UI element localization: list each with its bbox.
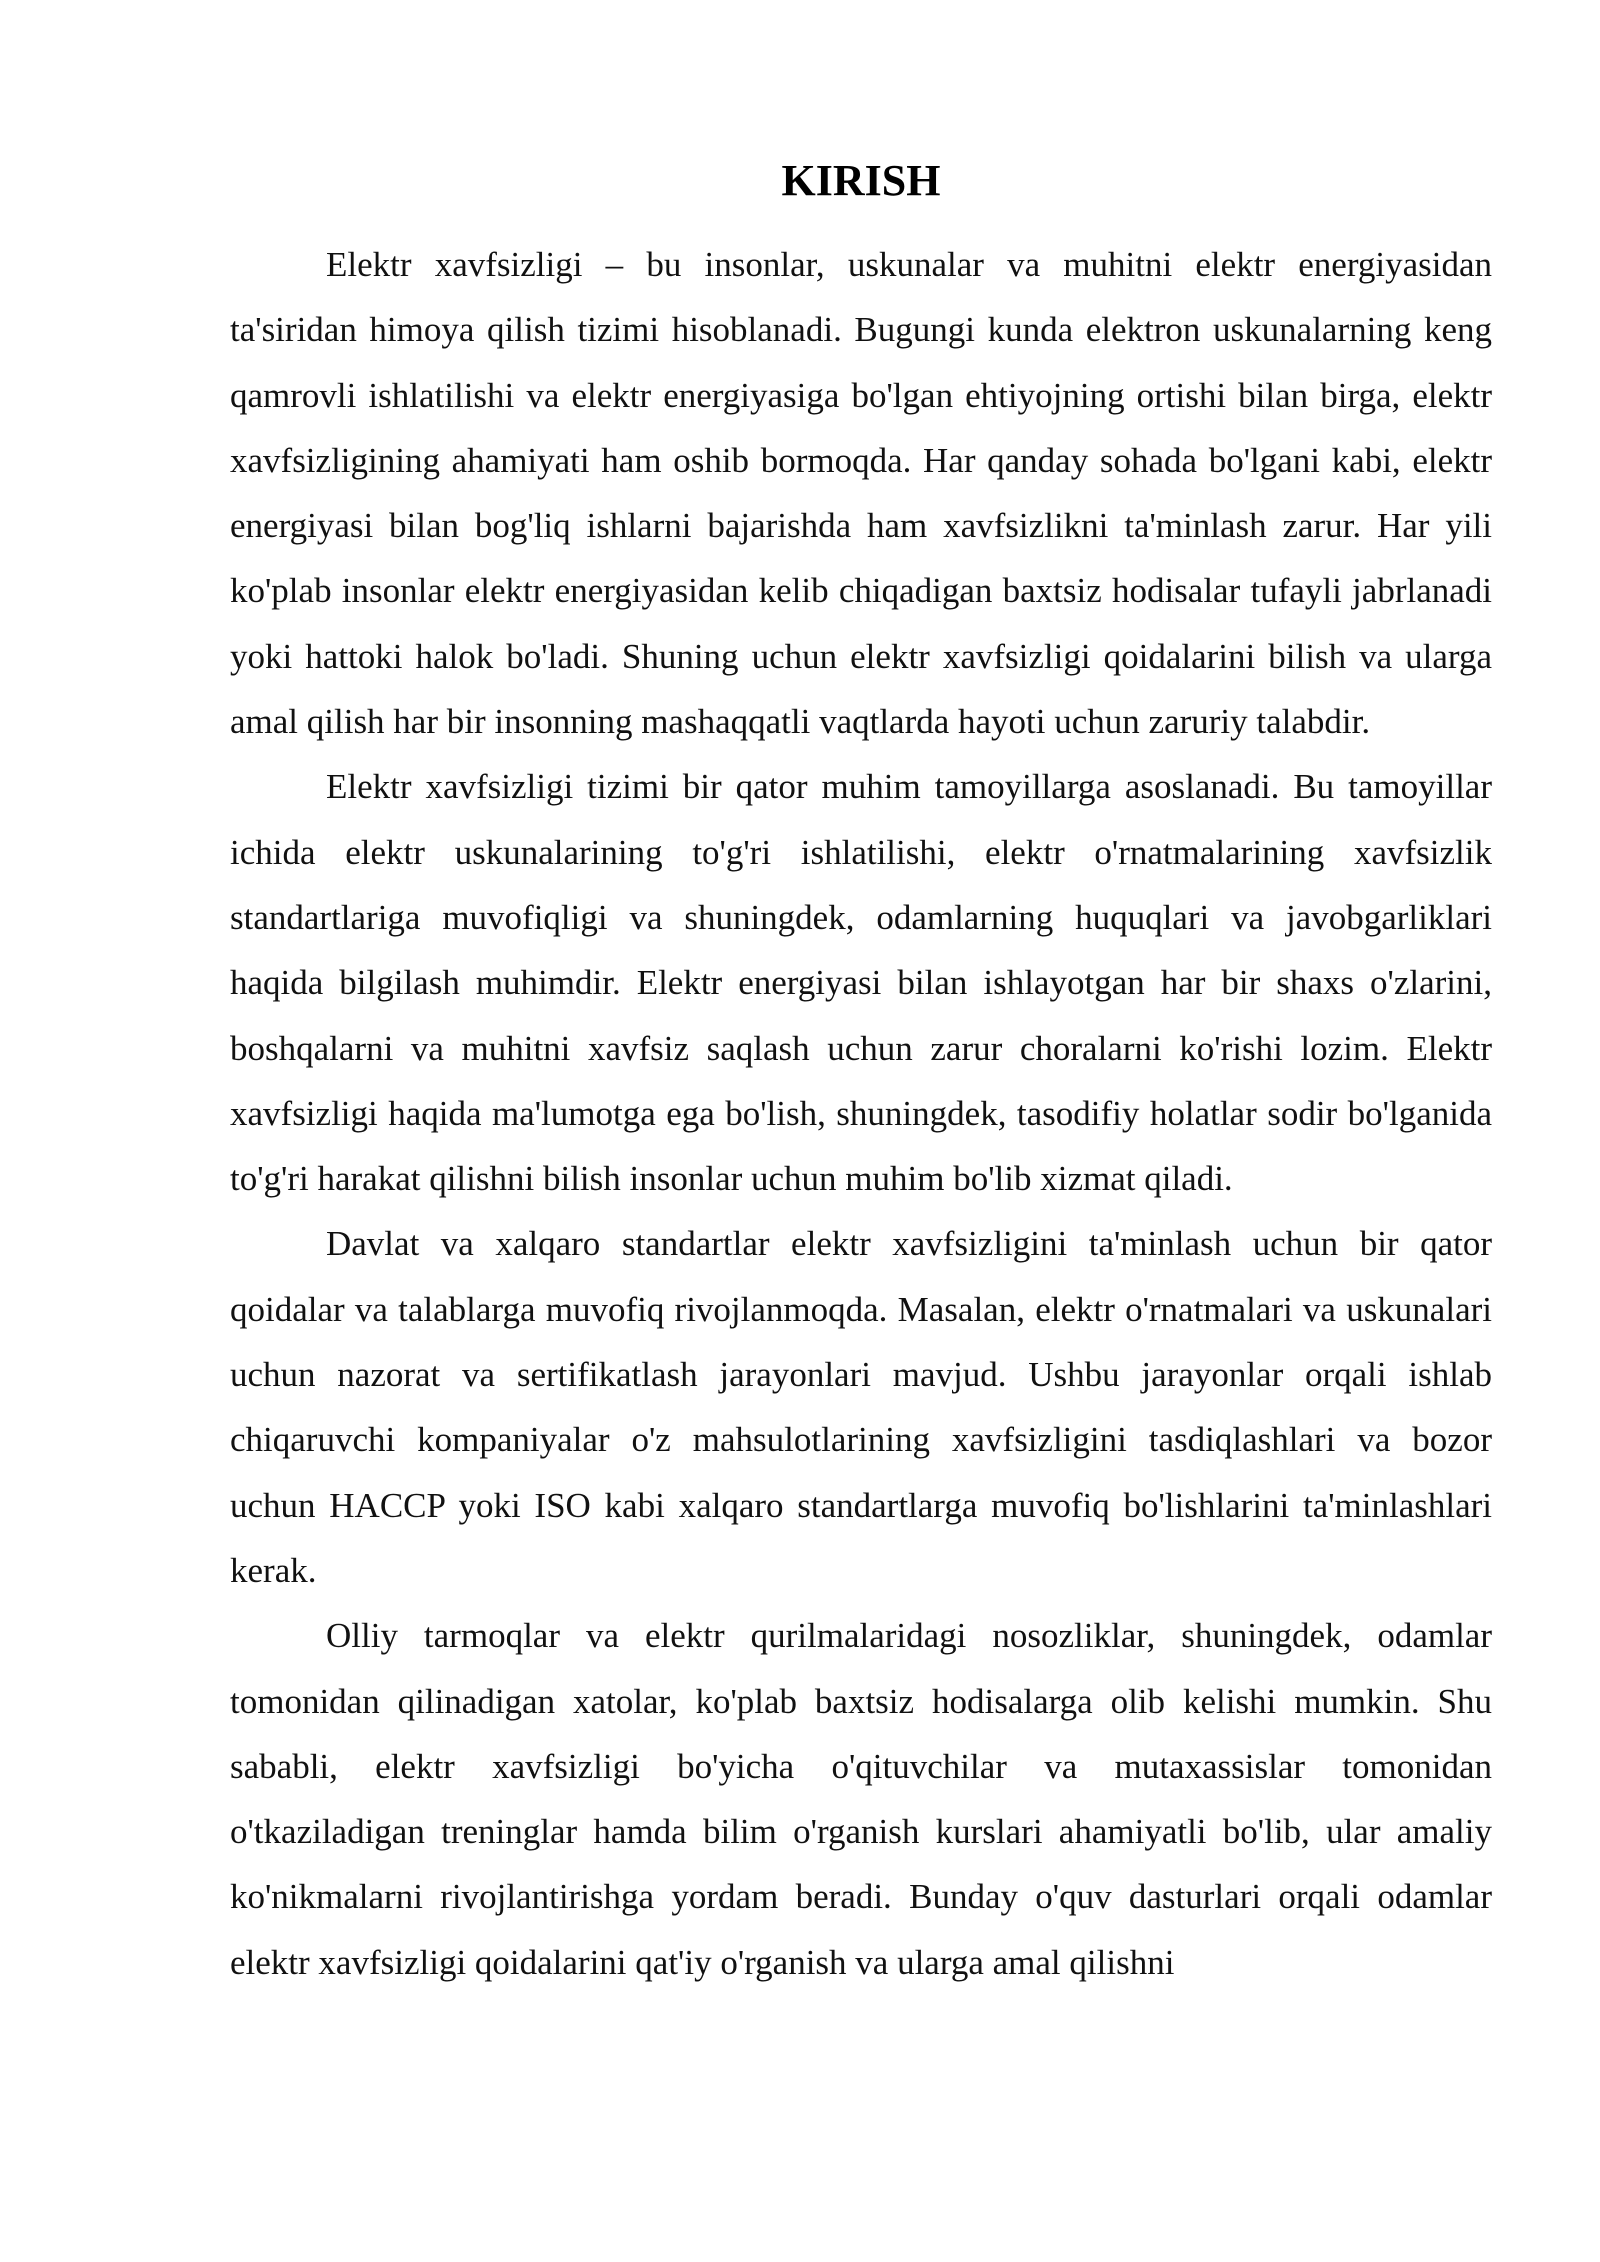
paragraph-2: Elektr xavfsizligi tizimi bir qator muhim tamoyillarga asoslanadi. Bu tamoyillar ichida elektr uskunalarining to'g'ri ishlatilishi, elektr o'rnatmalarining xavfsizlik standartlariga muvofiqligi va shuningdek, odamlarning huquqlari va javobgarliklari haqida bilgilash muhimdir. Elektr energiyasi bilan ishlayotgan har bir shaxs o'zlarini, boshqalarni va muhitni xavfsiz saqlash uchun zarur choralarni ko'rishi lozim. Elektr xavfsizligi haqida ma'lumotga ega bo'lish, shuningdek, tasodifiy holatlar sodir bo'lganida to'g'ri harakat qilishni bilish insonlar uchun muhim bo'lib xizmat qiladi. bbox=[230, 767, 1492, 1199]
document-body bbox=[230, 232, 1492, 1995]
paragraph-3: Davlat va xalqaro standartlar elektr xavfsizligini ta'minlash uchun bir qator qoidalar va talablarga muvofiq rivojlanmoqda. Masalan, elektr o'rnatmalari va uskunalari uchun nazorat va sertifikatlash jarayonlari mavjud. Ushbu jarayonlar orqali ishlab chiqaruvchi kompaniyalar o'z mahsulotlarining xavfsizligini tasdiqlashlari va bozor uchun HACCP yoki ISO kabi xalqaro standartlarga muvofiq bo'lishlarini ta'minlashlari kerak. bbox=[230, 1224, 1492, 1590]
paragraph-1: Elektr xavfsizligi – bu insonlar, uskunalar va muhitni elektr energiyasidan ta'siridan himoya qilish tizimi hisoblanadi. Bugungi kunda elektron uskunalarning keng qamrovli ishlatilishi va elektr energiyasiga bo'lgan ehtiyojning ortishi bilan birga, elektr xavfsizligining ahamiyati ham oshib bormoqda. Har qanday sohada bo'lgani kabi, elektr energiyasi bilan bog'liq ishlarni bajarishda ham xavfsizlikni ta'minlash zarur. Har yili ko'plab insonlar elektr energiyasidan kelib chiqadigan baxtsiz hodisalar tufayli jabrlanadi yoki hattoki halok bo'ladi. Shuning uchun elektr xavfsizligi qoidalarini bilish va ularga amal qilish har bir insonning mashaqqatli vaqtlarda hayoti uchun zaruriy talabdir. bbox=[230, 245, 1492, 742]
page-title: KIRISH bbox=[781, 156, 941, 205]
paragraph-4: Olliy tarmoqlar va elektr qurilmalaridagi nosozliklar, shuningdek, odamlar tomonidan qilinadigan xatolar, ko'plab baxtsiz hodisalarga olib kelishi mumkin. Shu sababli, elektr xavfsizligi bo'yicha o'qituvchilar va mutaxassislar tomonidan o'tkaziladigan treninglar hamda bilim o'rganish kurslari ahamiyatli bo'lib, ular amaliy ko'nikmalarni rivojlantirishga yordam beradi. Bunday o'quv dasturlari orqali odamlar elektr xavfsizligi qoidalarini qat'iy o'rganish va ularga amal qilishni bbox=[230, 1616, 1492, 1982]
